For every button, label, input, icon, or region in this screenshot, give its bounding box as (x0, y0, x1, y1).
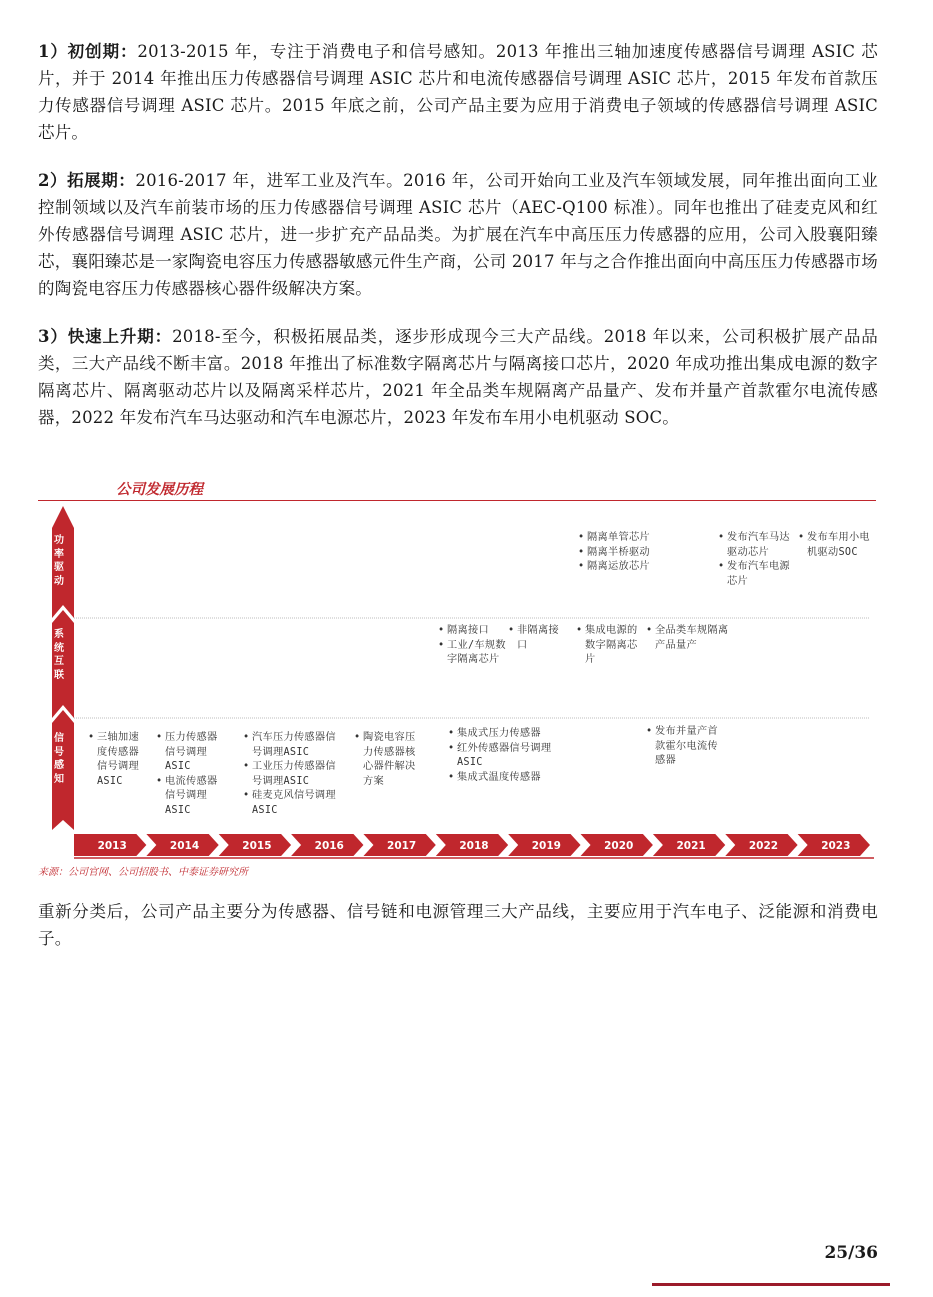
timeline-bullet: • 电流传感器信号调理ASIC (156, 775, 224, 819)
footer-rule (652, 1283, 890, 1286)
phase-label: 2）拓展期： (38, 171, 136, 190)
year-label: 2020 (604, 840, 634, 852)
band-label-drive: 功率驱动 (54, 535, 64, 587)
timeline-bullet: • 工业压力传感器信号调理ASIC (243, 760, 343, 789)
timeline-item-drive-2020 (578, 531, 658, 575)
timeline-bullet: • 非隔离接口 (508, 624, 563, 653)
timeline-bullet: • 集成电源的数字隔离芯片 (576, 624, 644, 668)
timeline-bullet: • 工业/车规数字隔离芯片 (438, 639, 508, 668)
year-label: 2014 (169, 840, 200, 852)
timeline-item-sensing-2021 (646, 725, 726, 769)
band-label-sensing: 信号感知 (54, 733, 64, 785)
timeline-bullet: • 红外传感器信号调理ASIC (448, 742, 568, 771)
timeline-bullet: • 隔离半桥驱动 (578, 546, 658, 561)
timeline-bullet: • 集成式压力传感器 (448, 727, 568, 742)
paragraph-text: 重新分类后，公司产品主要分为传感器、信号链和电源管理三大产品线，主要应用于汽车电子、泛能源和消费电子。 (38, 902, 878, 948)
timeline-item-sensing-2013 (88, 731, 148, 789)
timeline-item-interconnect-2020 (576, 624, 644, 668)
year-label: 2016 (314, 840, 344, 852)
year-label: 2022 (748, 840, 779, 852)
timeline-bullet: • 全品类车规隔离产品量产 (646, 624, 734, 653)
year-label: 2017 (387, 840, 417, 852)
figure-source-note: 来源：公司官网、公司招股书、中泰证券研究所 (38, 867, 248, 878)
timeline-item-interconnect-2021 (646, 624, 734, 653)
paragraph-growth-phase (38, 323, 878, 431)
figure-title: 公司发展历程 (116, 482, 203, 498)
timeline-bullet: • 汽车压力传感器信号调理ASIC (243, 731, 343, 760)
timeline-item-sensing-2014 (156, 731, 224, 818)
phase-label: 1）初创期： (38, 42, 138, 61)
year-label: 2015 (242, 840, 272, 852)
timeline-item-sensing-2018 (448, 727, 568, 785)
timeline-item-drive-2022 (718, 531, 793, 589)
phase-text: 2013-2015 年，专注于消费电子和信号感知。2013 年推出三轴加速度传感器信号调理 ASIC 芯片，并于 2014 年推出压力传感器信号调理 ASIC 芯片和电流传感器信号调理 ASIC 芯片，2015 年发布首款压力传感器信号调理 ASIC 芯片。2015 年底之前，公司产品主要为应用于消费电子领域的传感器信号调理 ASIC 芯片。 (38, 42, 878, 142)
timeline-bullet: • 隔离接口 (438, 624, 508, 639)
year-arrow-bar (74, 834, 870, 856)
year-label: 2019 (531, 840, 561, 852)
timeline-bullet: • 陶瓷电容压力传感器核心器件解决方案 (354, 731, 422, 789)
timeline-bullet: • 隔离单管芯片 (578, 531, 658, 546)
year-label: 2013 (97, 840, 127, 852)
paragraph-expansion-phase (38, 167, 878, 302)
timeline-item-sensing-2017 (354, 731, 422, 789)
development-timeline-figure (38, 478, 876, 878)
phase-label: 3）快速上升期： (38, 327, 173, 346)
timeline-item-sensing-2015 (243, 731, 343, 818)
year-label: 2023 (821, 840, 851, 852)
timeline-bullet: • 发布并量产首款霍尔电流传感器 (646, 725, 726, 769)
year-label: 2021 (676, 840, 706, 852)
band-label-interconnect: 系统互联 (54, 629, 64, 681)
paragraph-product-lines (38, 898, 878, 952)
timeline-bullet: • 隔离运放芯片 (578, 560, 658, 575)
timeline-bullet: • 发布汽车马达驱动芯片 (718, 531, 793, 560)
paragraph-startup-phase (38, 38, 878, 146)
timeline-bullet: • 硅麦克风信号调理ASIC (243, 789, 343, 818)
timeline-bullet: • 三轴加速度传感器信号调理ASIC (88, 731, 148, 789)
timeline-bullet: • 集成式温度传感器 (448, 771, 568, 786)
timeline-item-drive-2023 (798, 531, 873, 560)
page-number: 25/36 (824, 1243, 878, 1263)
year-label: 2018 (459, 840, 489, 852)
timeline-item-interconnect-2019 (508, 624, 563, 653)
timeline-item-interconnect-2018 (438, 624, 508, 668)
phase-text: 2018-至今，积极拓展品类，逐步形成现今三大产品线。2018 年以来，公司积极扩展产品品类，三大产品线不断丰富。2018 年推出了标准数字隔离芯片与隔离接口芯片，2020 年成功推出集成电源的数字隔离芯片、隔离驱动芯片以及隔离采样芯片，2021 年全品类车规隔离产品量产、发布并量产首款霍尔电流传感器，2022 年发布汽车马达驱动和汽车电源芯片，2023 年发布车用小电机驱动 SOC。 (38, 327, 878, 427)
timeline-bullet: • 发布车用小电机驱动SOC (798, 531, 873, 560)
phase-text: 2016-2017 年，进军工业及汽车。2016 年，公司开始向工业及汽车领域发展，同年推出面向工业控制领域以及汽车前装市场的压力传感器信号调理 ASIC 芯片（AEC-Q100 标准）。同年也推出了硅麦克风和红外传感器信号调理 ASIC 芯片，进一步扩充产品品类。为扩展在汽车中高压压力传感器的应用，公司入股襄阳臻芯，襄阳臻芯是一家陶瓷电容压力传感器敏感元件生产商，公司 2017 年与之合作推出面向中高压压力传感器市场的陶瓷电容压力传感器核心器件级解决方案。 (38, 171, 878, 298)
timeline-bullet: • 压力传感器信号调理ASIC (156, 731, 224, 775)
timeline-bullet: • 发布汽车电源芯片 (718, 560, 793, 589)
